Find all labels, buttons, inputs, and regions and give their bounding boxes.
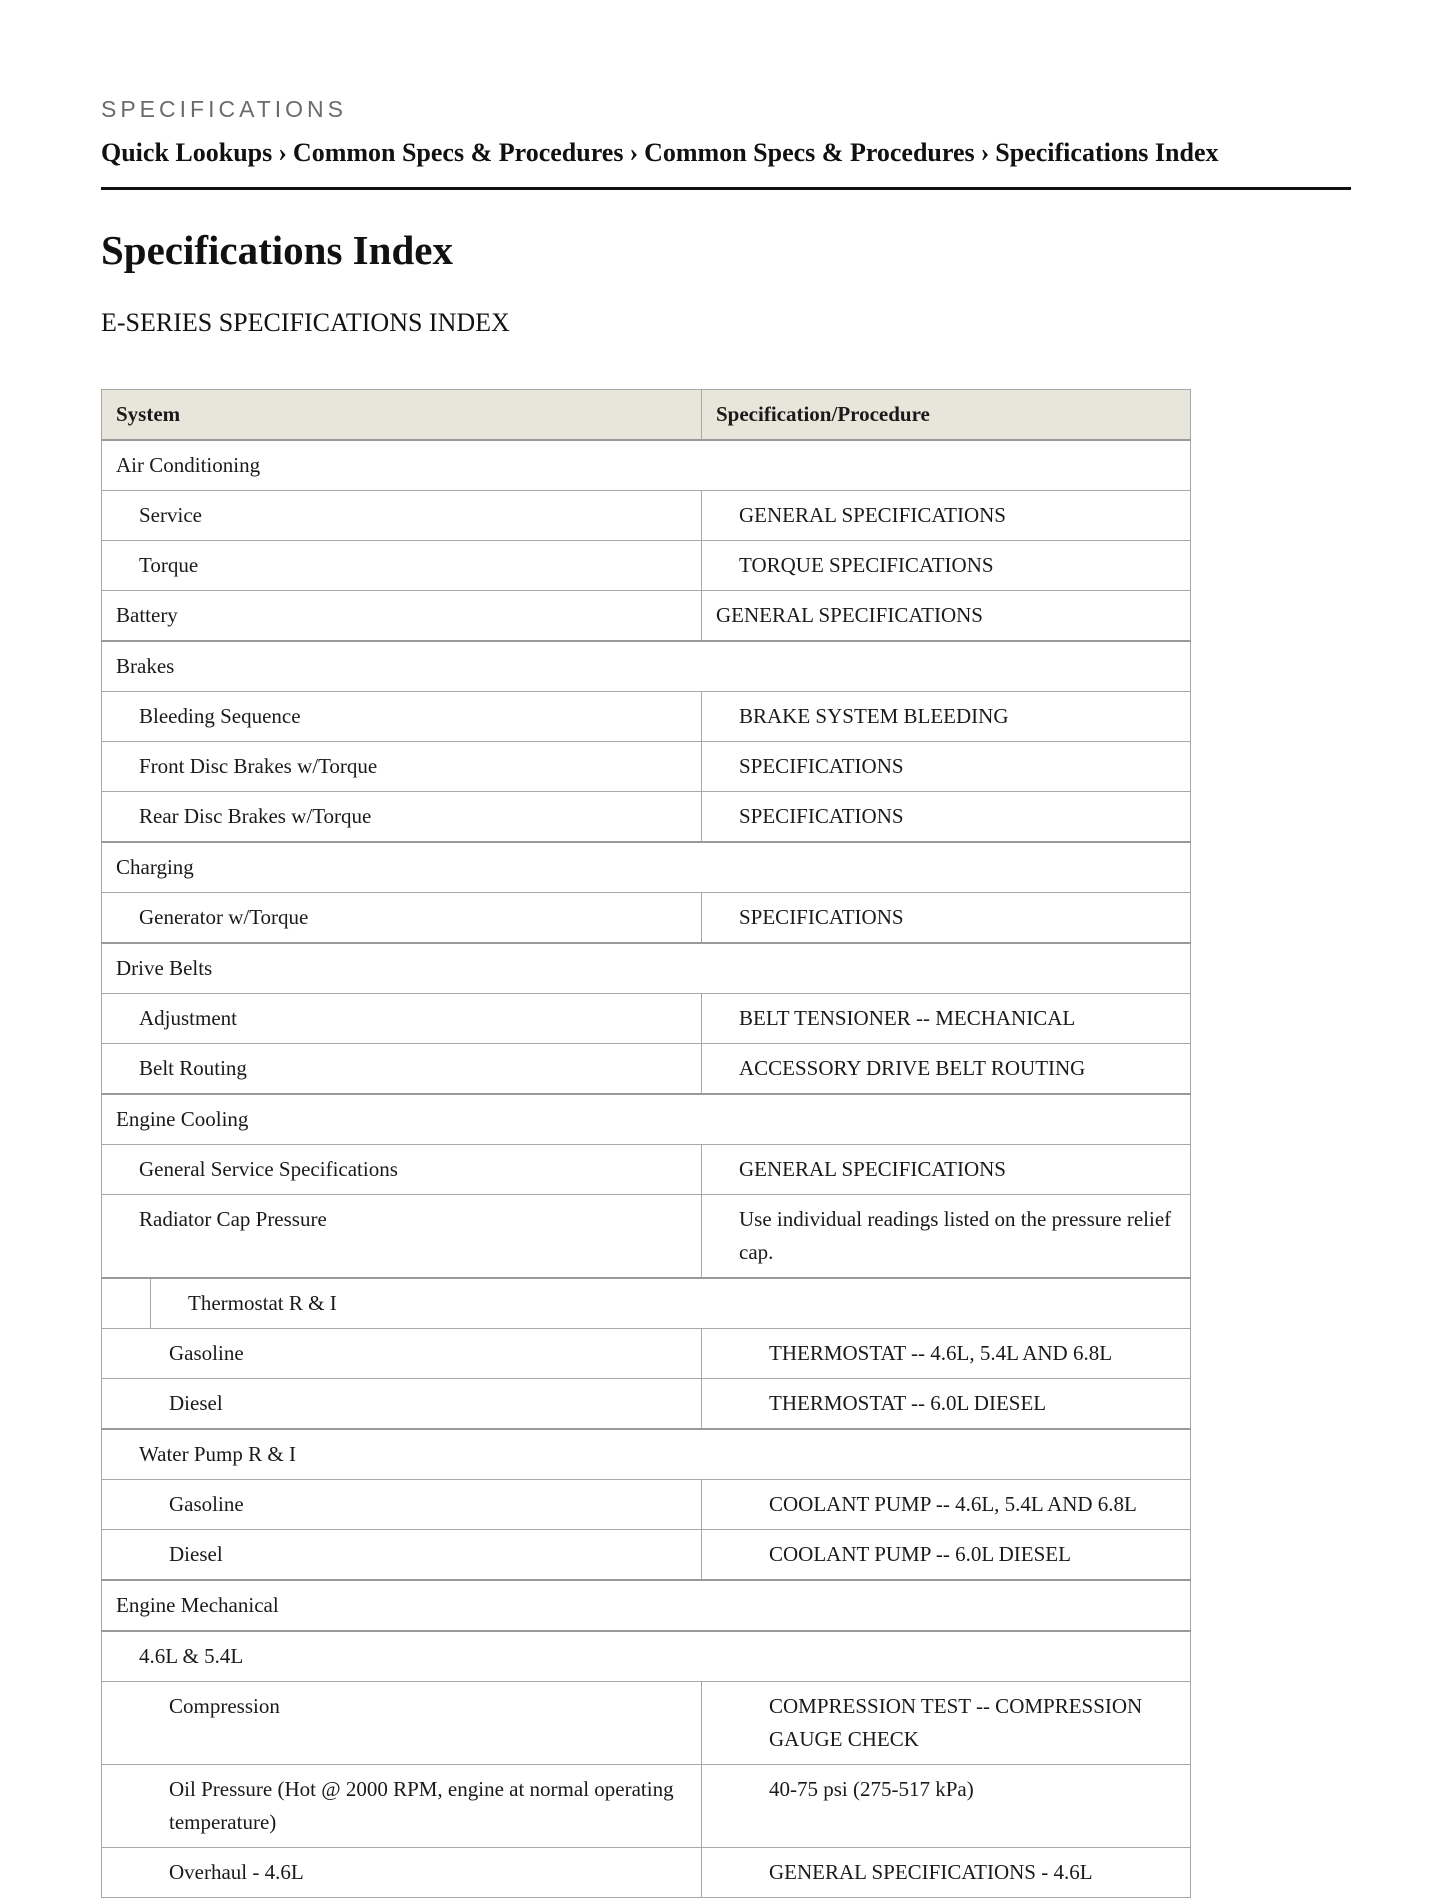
table-row (102, 1848, 1191, 1898)
table-group-row (102, 1094, 1191, 1145)
table-row (102, 1044, 1191, 1095)
spec-procedure-link[interactable]: GENERAL SPECIFICATIONS (702, 591, 1191, 642)
system-cell: Overhaul - 4.6L (102, 1848, 702, 1898)
spec-procedure-link[interactable]: SPECIFICATIONS (702, 742, 1191, 792)
table-group-row (102, 1631, 1191, 1682)
breadcrumb-item-specifications-index[interactable]: Specifications Index (995, 138, 1219, 167)
system-group-cell: Water Pump R & I (102, 1429, 1191, 1480)
table-row (102, 742, 1191, 792)
system-cell: General Service Specifications (102, 1145, 702, 1195)
spec-procedure-link[interactable]: SPECIFICATIONS (702, 792, 1191, 843)
table-row (102, 692, 1191, 742)
system-cell: Bleeding Sequence (102, 692, 702, 742)
spec-procedure-link[interactable]: SPECIFICATIONS (702, 893, 1191, 944)
spec-procedure-link[interactable]: GENERAL SPECIFICATIONS (702, 491, 1191, 541)
system-group-cell: Brakes (102, 641, 1191, 692)
table-group-row (102, 943, 1191, 994)
spec-procedure-link[interactable]: Use individual readings listed on the pressure relief cap. (702, 1195, 1191, 1279)
system-cell: Compression (102, 1682, 702, 1765)
table-group-row (102, 440, 1191, 491)
system-cell: Rear Disc Brakes w/Torque (102, 792, 702, 843)
system-cell: Diesel (102, 1530, 702, 1581)
table-row (102, 792, 1191, 843)
page-title: Specifications Index (101, 227, 453, 273)
system-cell: Gasoline (102, 1480, 702, 1530)
table-row (102, 1145, 1191, 1195)
breadcrumb-item-quick-lookups[interactable]: Quick Lookups (101, 138, 273, 167)
system-cell: Radiator Cap Pressure (102, 1195, 702, 1279)
column-header-spec: Specification/Procedure (702, 390, 1191, 441)
table-row (102, 994, 1191, 1044)
breadcrumb-separator: › (980, 138, 990, 167)
table-row (102, 893, 1191, 944)
system-cell: Battery (102, 591, 702, 642)
breadcrumb (101, 138, 1351, 168)
table-group-row (102, 641, 1191, 692)
system-cell: Belt Routing (102, 1044, 702, 1095)
page-subtitle: E-SERIES SPECIFICATIONS INDEX (101, 308, 510, 337)
system-group-cell: Engine Cooling (102, 1094, 1191, 1145)
spec-procedure-link[interactable]: TORQUE SPECIFICATIONS (702, 541, 1191, 591)
table-row (102, 541, 1191, 591)
spec-procedure-link[interactable]: BRAKE SYSTEM BLEEDING (702, 692, 1191, 742)
system-cell: Front Disc Brakes w/Torque (102, 742, 702, 792)
table-group-row (102, 842, 1191, 893)
system-group-cell: 4.6L & 5.4L (102, 1631, 1191, 1682)
breadcrumb-item-common-specs-2[interactable]: Common Specs & Procedures (644, 138, 975, 167)
spec-procedure-link[interactable]: GENERAL SPECIFICATIONS (702, 1145, 1191, 1195)
table-group-row (102, 1429, 1191, 1480)
table-group-cell (102, 1278, 1191, 1329)
spec-procedure-link[interactable]: COOLANT PUMP -- 6.0L DIESEL (702, 1530, 1191, 1581)
table-row (102, 1765, 1191, 1848)
system-cell: Gasoline (102, 1329, 702, 1379)
system-cell: Service (102, 491, 702, 541)
spec-procedure-link[interactable]: GENERAL SPECIFICATIONS - 4.6L (702, 1848, 1191, 1898)
table-row (102, 1195, 1191, 1279)
table-header-row (102, 390, 1191, 441)
system-cell: Adjustment (102, 994, 702, 1044)
table-row (102, 1379, 1191, 1430)
spec-procedure-link[interactable]: THERMOSTAT -- 4.6L, 5.4L AND 6.8L (702, 1329, 1191, 1379)
spec-procedure-link[interactable]: BELT TENSIONER -- MECHANICAL (702, 994, 1191, 1044)
table-row (102, 591, 1191, 642)
spec-procedure-link[interactable]: COMPRESSION TEST -- COMPRESSION GAUGE CHECK (702, 1682, 1191, 1765)
system-cell: Generator w/Torque (102, 893, 702, 944)
section-label: SPECIFICATIONS (101, 96, 347, 122)
system-cell: Diesel (102, 1379, 702, 1430)
system-group-cell: Charging (102, 842, 1191, 893)
breadcrumb-separator: › (629, 138, 639, 167)
spec-procedure-link[interactable]: COOLANT PUMP -- 4.6L, 5.4L AND 6.8L (702, 1480, 1191, 1530)
header-divider (101, 187, 1351, 190)
table-row (102, 1530, 1191, 1581)
table-group-row (102, 1580, 1191, 1631)
system-cell: Torque (102, 541, 702, 591)
table-row (102, 1480, 1191, 1530)
table-group-row (102, 1278, 1191, 1329)
table-row (102, 1329, 1191, 1379)
breadcrumb-separator: › (278, 138, 287, 167)
spec-procedure-link[interactable]: ACCESSORY DRIVE BELT ROUTING (702, 1044, 1191, 1095)
system-group-cell: Drive Belts (102, 943, 1191, 994)
system-cell-label: Thermostat R & I (188, 1291, 337, 1315)
breadcrumb-item-common-specs[interactable]: Common Specs & Procedures (292, 138, 624, 167)
spec-procedure-link[interactable]: THERMOSTAT -- 6.0L DIESEL (702, 1379, 1191, 1430)
table-row (102, 1682, 1191, 1765)
spec-procedure-link[interactable]: 40-75 psi (275-517 kPa) (702, 1765, 1191, 1848)
table-row (102, 491, 1191, 541)
system-group-cell: Engine Mechanical (102, 1580, 1191, 1631)
table-body (102, 440, 1191, 1898)
system-cell: Oil Pressure (Hot @ 2000 RPM, engine at normal operating temperature) (102, 1765, 702, 1848)
specifications-table (101, 389, 1191, 1898)
column-header-system: System (102, 390, 702, 441)
system-group-cell: Air Conditioning (102, 440, 1191, 491)
